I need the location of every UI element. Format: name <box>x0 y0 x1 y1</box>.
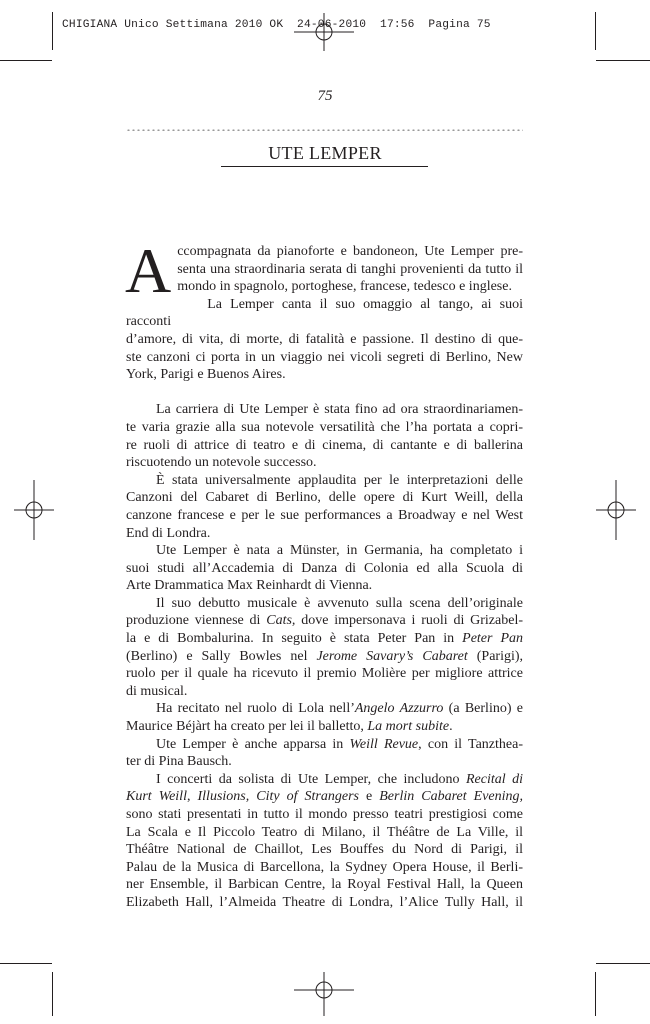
text-line: Arte Drammatica Max Reinhardt di Vienna. <box>126 578 373 594</box>
drop-cap: A <box>125 235 172 306</box>
italic-run: Kurt Weill <box>126 789 187 805</box>
text-line: Canzoni del Cabaret di Berlino, delle opere di Kurt Weill, della <box>126 490 523 506</box>
text-line: di musical. <box>126 683 188 699</box>
crop-mark <box>595 12 596 50</box>
italic-run: Jerome Savary’s Cabaret <box>316 648 468 664</box>
text-line: mondo in spagnolo, portoghese, francese, tedesco e inglese. <box>177 279 512 295</box>
text-line: Il suo debutto musicale è avvenuto sulla scena dell’originale <box>156 595 523 611</box>
text-run: dove impersonava i ruoli di Grizabel- <box>295 613 523 629</box>
text-line: riscuotendo un notevole successo. <box>126 455 317 471</box>
registration-mark-icon <box>294 972 354 1016</box>
text-run: (Berlino) e Sally Bowles nel <box>126 648 317 664</box>
text-line: La Lemper canta il suo omaggio al tango, ai suoi racconti <box>126 296 523 330</box>
text-run: I concerti da solista di Ute Lemper, che includono <box>156 771 466 787</box>
text-line <box>126 630 523 648</box>
text-line <box>126 700 523 718</box>
crop-mark <box>52 12 53 50</box>
text-line: La carriera di Ute Lemper è stata fino ad ora straordinariamen- <box>156 402 523 418</box>
italic-run: La mort subite <box>367 719 450 735</box>
italic-run: Angelo Azzurro <box>354 701 444 717</box>
text-line: ccompagnata da pianoforte e bandoneon, Ute Lemper pre- <box>177 244 523 259</box>
text-run: Ute Lemper è anche apparsa in <box>156 736 350 752</box>
crop-mark <box>596 60 650 61</box>
registration-mark-icon <box>14 480 54 540</box>
text-line <box>126 612 523 630</box>
text-line: ter di Pina Bausch. <box>126 754 232 770</box>
text-run: , <box>186 789 198 805</box>
printer-slug: CHIGIANA Unico Settimana 2010 OK 24-06-2010 17:56 Pagina 75 <box>62 19 491 31</box>
text-line <box>126 718 523 736</box>
text-run: (Parigi), <box>467 648 524 664</box>
body-text <box>125 235 524 912</box>
text-line: suoi studi all’Accademia di Danza di Colonia ed alla Scuola di <box>126 560 523 576</box>
paragraph-gap <box>126 384 523 402</box>
text-run: , con il Tanztheа- <box>418 736 523 752</box>
crop-mark <box>52 972 53 1016</box>
registration-mark-icon <box>596 480 636 540</box>
text-line: sono stati presentati in tutto il mondo presso teatri prestigiosi come <box>126 807 523 822</box>
text-run: Ha recitato nel ruolo di Lola nell’ <box>156 701 355 717</box>
text-line: La Scala e Il Piccolo Teatro di Milano, il Théâtre de La Ville, il <box>126 824 523 840</box>
text-line: ste canzoni ci porta in un viaggio nei vicoli segreti di Berlino, New <box>126 349 523 365</box>
text-line: È stata universalmente applaudita per le interpretazioni delle <box>156 472 523 488</box>
text-line <box>126 648 523 666</box>
text-run: produzione viennese di <box>126 613 267 629</box>
text-line: te varia grazie alla sua notevole versatilità che l’ha portata a copri- <box>126 419 523 435</box>
text-line: Palau de la Musica di Barcellona, la Sydney Opera House, il Berli- <box>126 859 523 875</box>
text-line: d’amore, di vita, di morte, di fatalità e passione. Il destino di que- <box>126 331 523 347</box>
crop-mark <box>0 60 52 61</box>
text-line <box>126 788 523 806</box>
italic-run: Recital di <box>465 771 523 787</box>
crop-mark <box>595 972 596 1016</box>
text-line <box>126 771 523 789</box>
text-line: senta una straordinaria serata di tanghi provenienti da tutto il <box>177 261 523 277</box>
text-run: . <box>449 719 453 735</box>
text-line: Elizabeth Hall, l’Almeida Theatre di Londra, l’Alice Tully Hall, il <box>126 894 523 910</box>
italic-run: Weill Revue <box>349 736 419 752</box>
text-line: ner Ensemble, il Barbican Centre, la Royal Festival Hall, la Queen <box>126 877 523 893</box>
text-run: (a Berlino) e <box>443 701 523 717</box>
dotted-rule <box>126 129 523 131</box>
text-run: e <box>358 789 380 805</box>
text-line: canzone francese e per le sue performances a Broadway e nel West <box>126 507 523 523</box>
crop-mark <box>596 963 650 964</box>
italic-run: Cats, <box>266 613 296 629</box>
crop-mark <box>0 963 52 964</box>
text-line: re ruoli di attrice di teatro e di cinema, di cantante e di ballerina <box>126 437 523 453</box>
text-line <box>126 736 523 754</box>
page-title: UTE LEMPER <box>268 143 382 163</box>
italic-run: Peter Pan <box>462 631 523 647</box>
text-line: Ute Lemper è nata a Münster, in Germania, ha completato i <box>156 543 523 559</box>
text-line: York, Parigi e Buenos Aires. <box>126 367 286 383</box>
text-run: Maurice Béjàrt ha creato per lei il balletto, <box>126 719 368 735</box>
page-number: 75 <box>317 88 333 104</box>
italic-run: Illusions, City of Strangers <box>197 789 359 805</box>
text-line: ruolo per il quale ha ricevuto il premio Molière per migliore attrice <box>126 666 523 682</box>
text-run: la e di Bombalurina. In seguito è stata Peter Pan in <box>126 631 463 647</box>
italic-run: Berlin Cabaret Evening, <box>379 789 524 805</box>
text-line: End di Londra. <box>126 525 211 541</box>
title-underline <box>221 166 428 167</box>
text-line: Théâtre National de Chaillot, Les Bouffes du Nord di Parigi, il <box>126 842 523 858</box>
